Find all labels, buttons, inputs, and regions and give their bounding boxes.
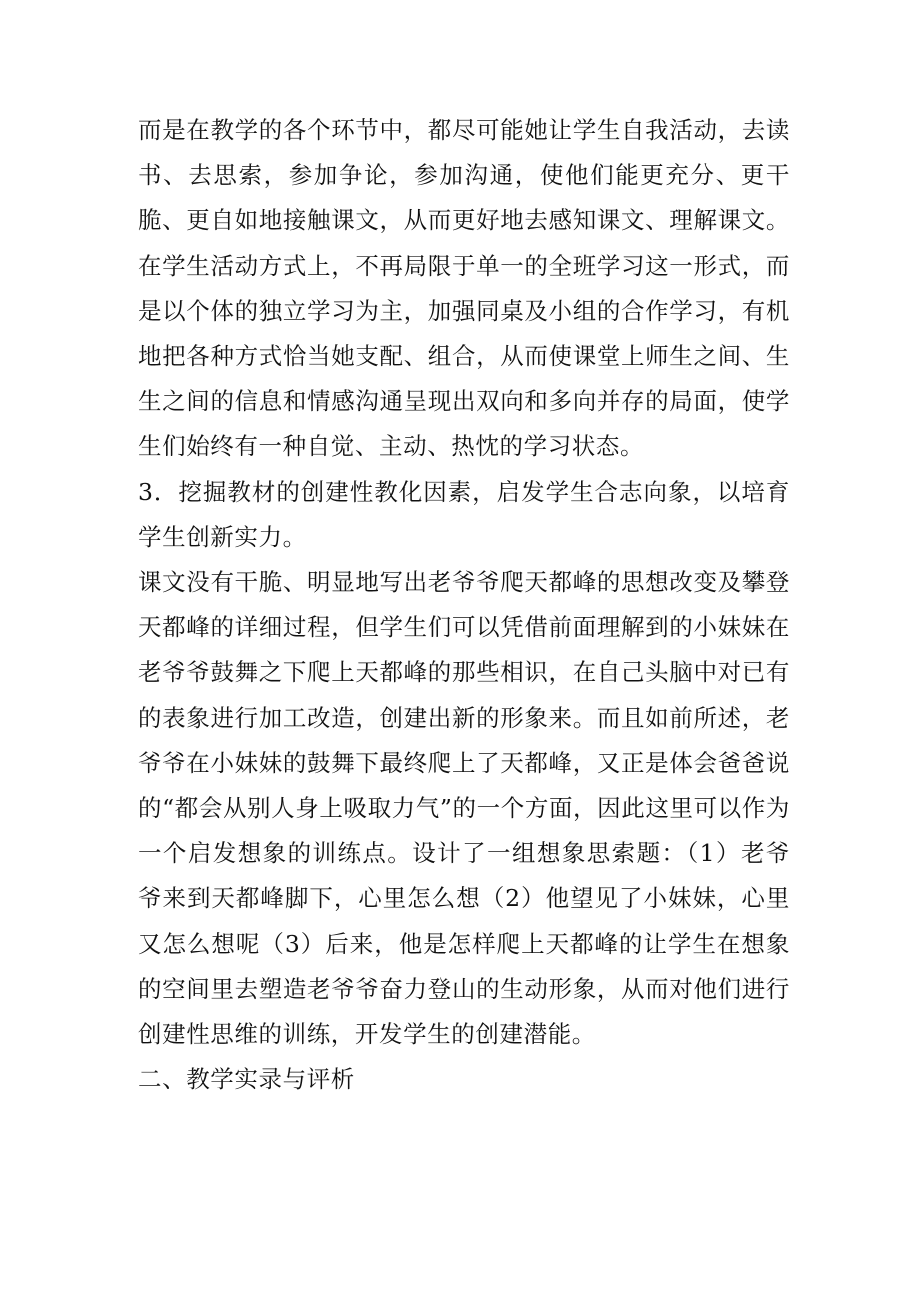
- document-body: [138, 108, 790, 1102]
- paragraph-point-3: 3．挖掘教材的创建性教化因素，启发学生合志向象，以培育学生创新实力。: [138, 477, 790, 551]
- paragraph-imagination: 课文没有干脆、明显地写出老爷爷爬天都峰的思想改变及攀登天都峰的详细过程，但学生们可以凭借前面理解到的小妹妹在老爷爷鼓舞之下爬上天都峰的那些相识，在自己头脑中对已有的表象进行加工改造，创建出新的形象来。而且如前所述，老爷爷在小妹妹的鼓舞下最终爬上了天都峰，又正是体会爸爸说的“都会从别人身上吸取力气”的一个方面，因此这里可以作为一个启发想象的训练点。设计了一组想象思索题：（1）老爷爷来到天都峰脚下，心里怎么想（2）他望见了小妹妹，心里又怎么想呢（3）后来，他是怎样爬上天都峰的让学生在想象的空间里去塑造老爷爷奋力登山的生动形象，从而对他们进行创建性思维的训练，开发学生的创建潜能。: [138, 568, 790, 1049]
- section-heading: 二、教学实录与评析: [138, 1065, 355, 1094]
- paragraph-activities: 而是在教学的各个环节中，都尽可能她让学生自我活动，去读书、去思索，参加争论，参加沟通，使他们能更充分、更干脆、更自如地接触课文，从而更好地去感知课文、理解课文。在学生活动方式上，不再局限于单一的全班学习这一形式，而是以个体的独立学习为主，加强同桌及小组的合作学习，有机地把各种方式恰当她支配、组合，从而使课堂上师生之间、生生之间的信息和情感沟通呈现出双向和多向并存的局面，使学生们始终有一种自觉、主动、热忱的学习状态。: [138, 116, 790, 461]
